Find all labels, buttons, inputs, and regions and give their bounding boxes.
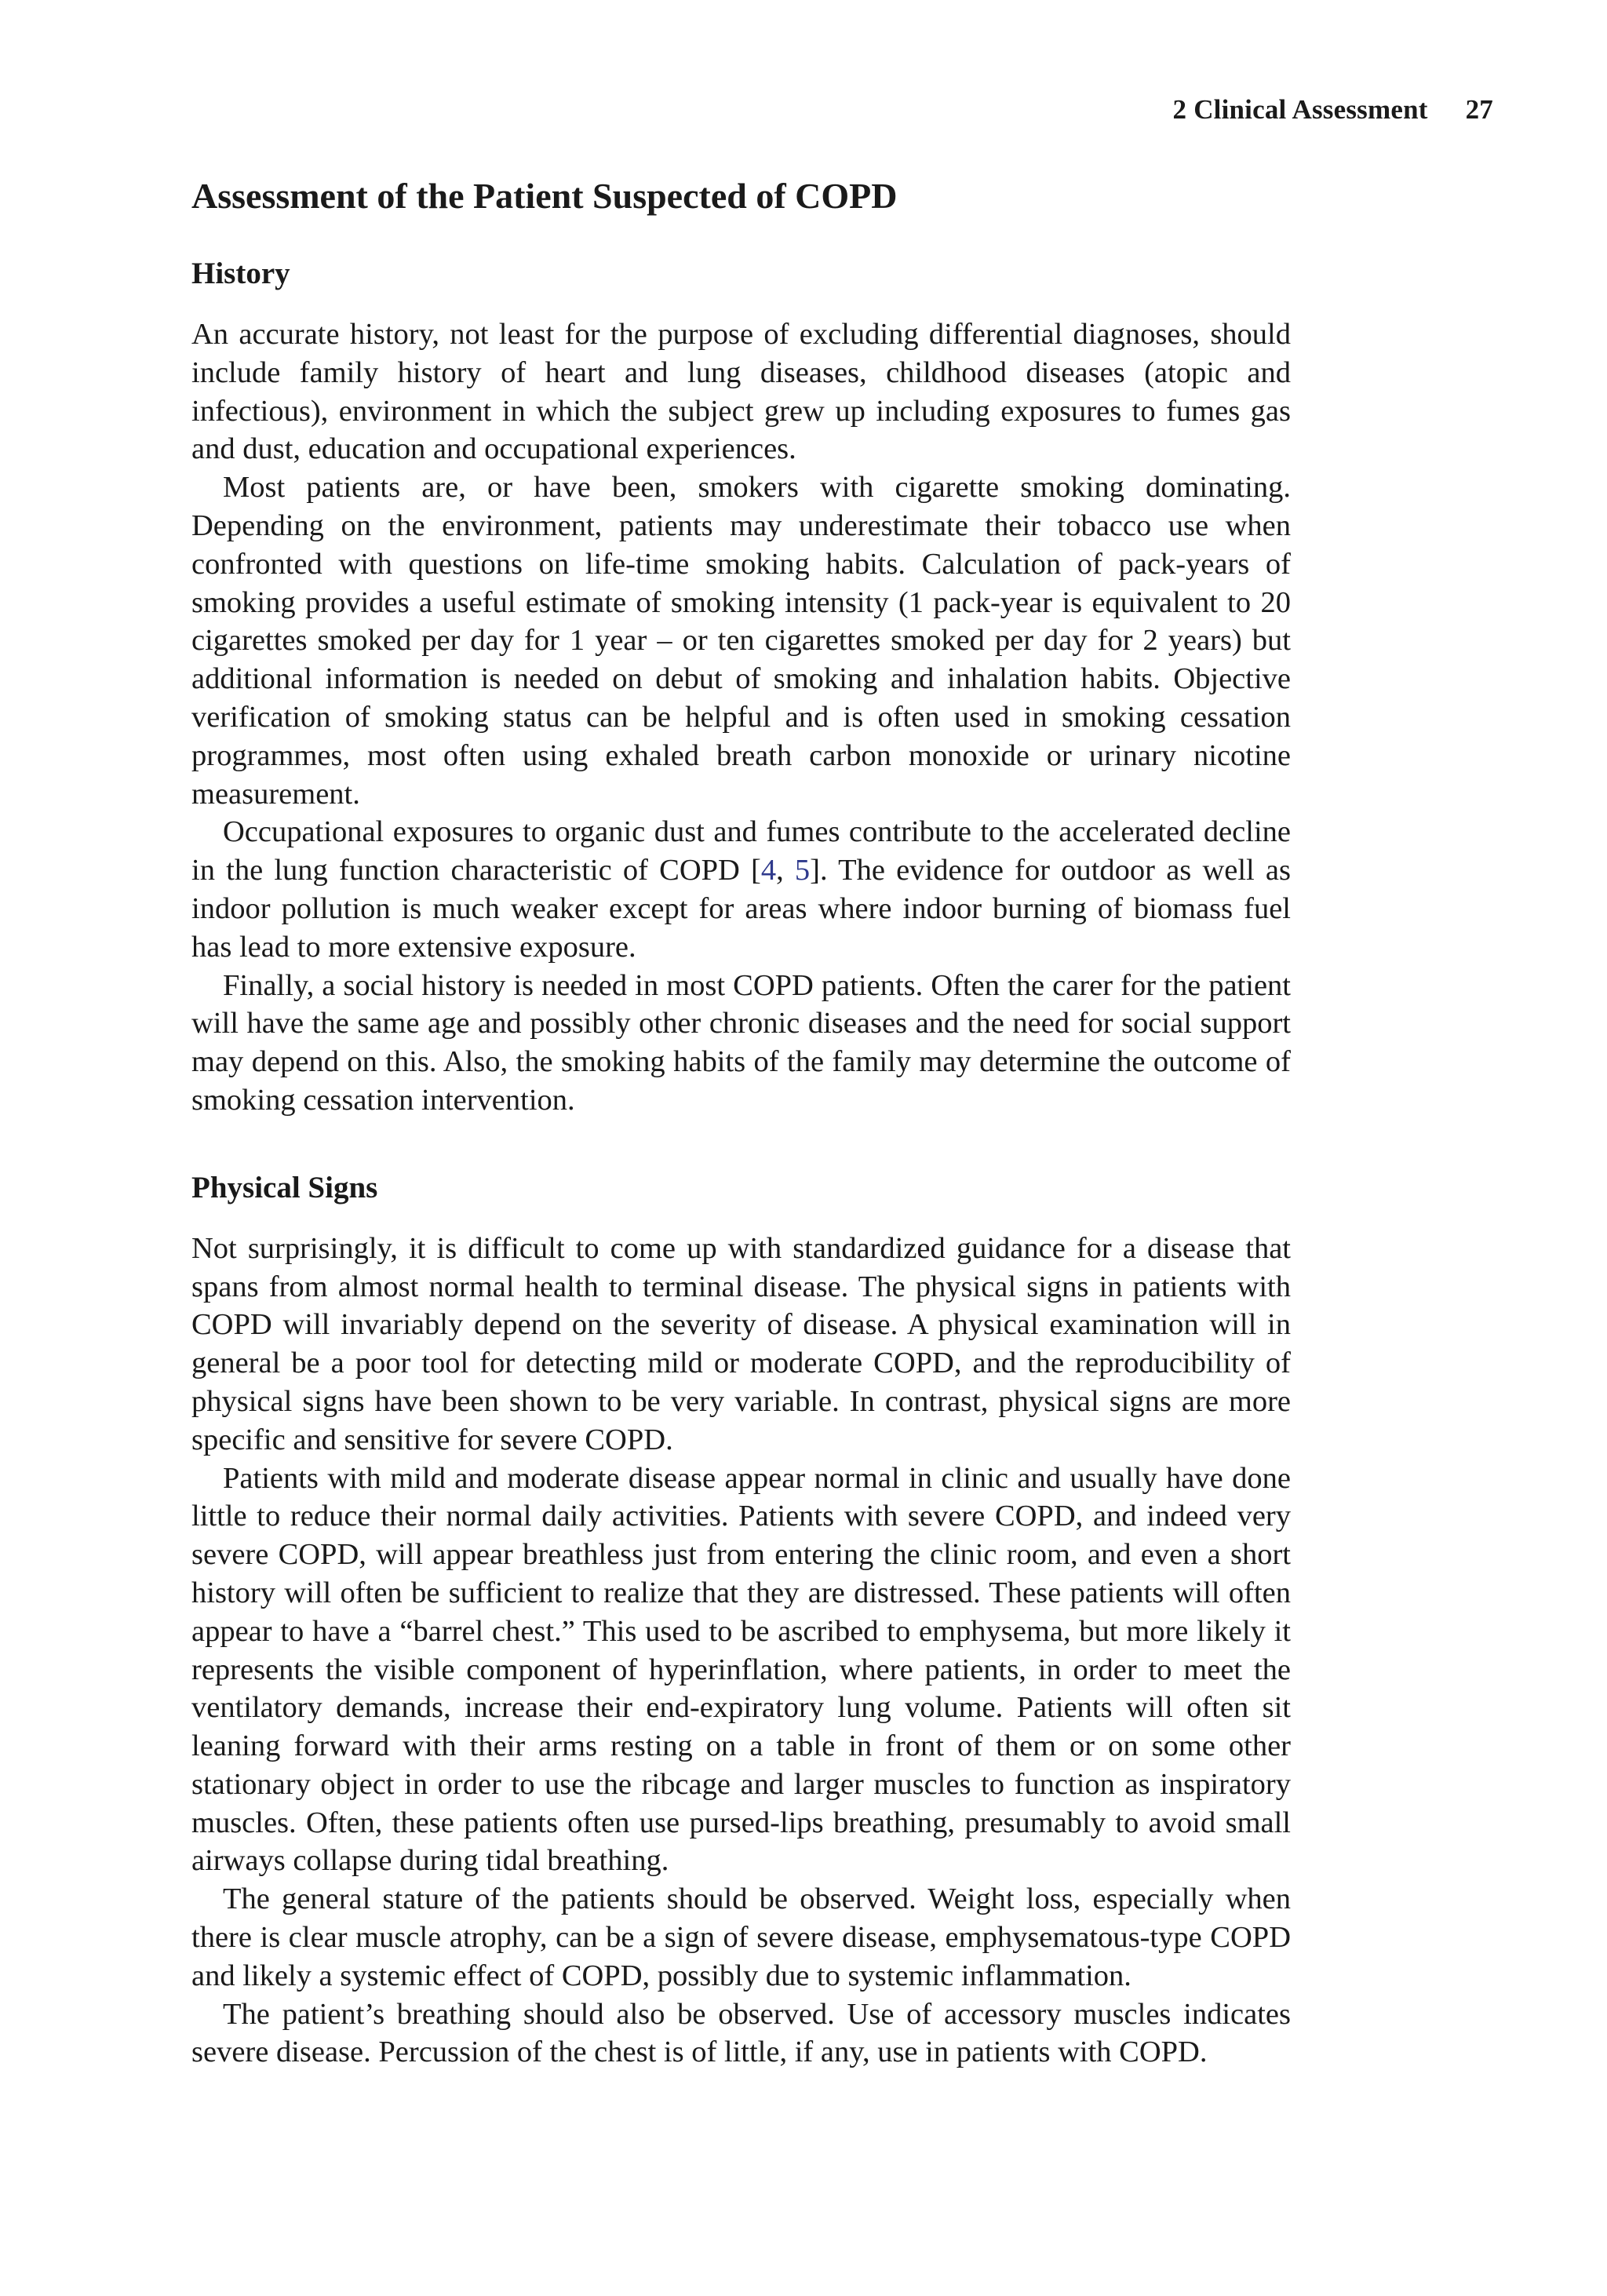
physical-signs-paragraph-4: The patient’s breathing should also be observed. Use of accessory muscles indicates severe disease. Percussion of the chest is of little, if any, use in patients with COPD.: [191, 1997, 1291, 2069]
page-number: 27: [1465, 94, 1493, 125]
section-title: Assessment of the Patient Suspected of COPD: [191, 176, 898, 216]
physical-signs-heading: Physical Signs: [191, 1170, 378, 1204]
paragraph-text: Occupational exposures to organic dust and fumes contribute to the accelerated decline in the lung function characteristic of COPD [: [191, 815, 1291, 887]
citation-separator: ,: [776, 854, 795, 887]
history-heading: History: [191, 257, 290, 290]
chapter-title: 2 Clinical Assessment: [1172, 94, 1428, 125]
citation-link-5[interactable]: 5: [794, 854, 811, 887]
history-paragraph-2: Most patients are, or have been, smokers with cigarette smoking dominating. Depending on the environment, patients may underestimate their tobacco use when confronted with questions on life-time smoking habits. Calculation of pack-years of smoking provides a useful estimate of smoking intensity (1 pack-year is equivalent to 20 cigarettes smoked per day for 1 year – or ten cigarettes smoked per day for 2 years) but additional information is needed on debut of smoking and inhalation habits. Objective verification of smoking status can be helpful and is often used in smoking cessation programmes, most often using exhaled breath carbon monoxide or urinary nicotine measurement.: [191, 471, 1291, 811]
physical-signs-paragraph-2: Patients with mild and moderate disease appear normal in clinic and usually have done little to reduce their normal daily activities. Patients with severe COPD, and indeed very severe COPD, will appear breathless just from entering the clinic room, and even a short history will often be sufficient to realize that they are distressed. These patients will often appear to have a “barrel chest.” This used to be ascribed to emphysema, but more likely it represents the visible component of hyperinflation, where patients, in order to meet the ventilatory demands, increase their end-expiratory lung volume. Patients will often sit leaning forward with their arms resting on a table in front of them or on some other stationary object in order to use the ribcage and larger muscles to function as inspiratory muscles. Often, these patients often use pursed-lips breathing, presumably to avoid small airways collapse during tidal breathing.: [191, 1461, 1291, 1878]
history-paragraph-3: [191, 813, 1291, 966]
page-content: [191, 174, 1291, 2072]
section-spacer: [191, 1120, 1291, 1170]
physical-signs-paragraph-1: Not surprisingly, it is difficult to come up with standardized guidance for a disease that spans from almost normal health to terminal disease. The physical signs in patients with COPD will invariably depend on the severity of disease. A physical examination will in general be a poor tool for detecting mild or moderate COPD, and the reproducibility of physical signs have been shown to be very variable. In contrast, physical signs are more specific and sensitive for severe COPD.: [191, 1231, 1291, 1456]
paragraph-text: ]. The evidence for outdoor as well as indoor pollution is much weaker except for areas where indoor burning of biomass fuel has lead to more extensive exposure.: [191, 854, 1291, 964]
running-header: [1173, 94, 1493, 126]
physical-signs-paragraph-3: The general stature of the patients should be observed. Weight loss, especially when there is clear muscle atrophy, can be a sign of severe disease, emphysematous-type COPD and likely a systemic effect of COPD, possibly due to systemic inflammation.: [191, 1882, 1291, 1992]
history-paragraph-4: Finally, a social history is needed in most COPD patients. Often the carer for the patient will have the same age and possibly other chronic diseases and the need for social support may depend on this. Also, the smoking habits of the family may determine the outcome of smoking cessation intervention.: [191, 968, 1291, 1117]
history-paragraph-1: An accurate history, not least for the purpose of excluding differential diagnoses, should include family history of heart and lung diseases, childhood diseases (atopic and infectious), environment in which the subject grew up including exposures to fumes gas and dust, education and occupational experiences.: [191, 318, 1291, 466]
citation-link-4[interactable]: 4: [760, 854, 777, 887]
